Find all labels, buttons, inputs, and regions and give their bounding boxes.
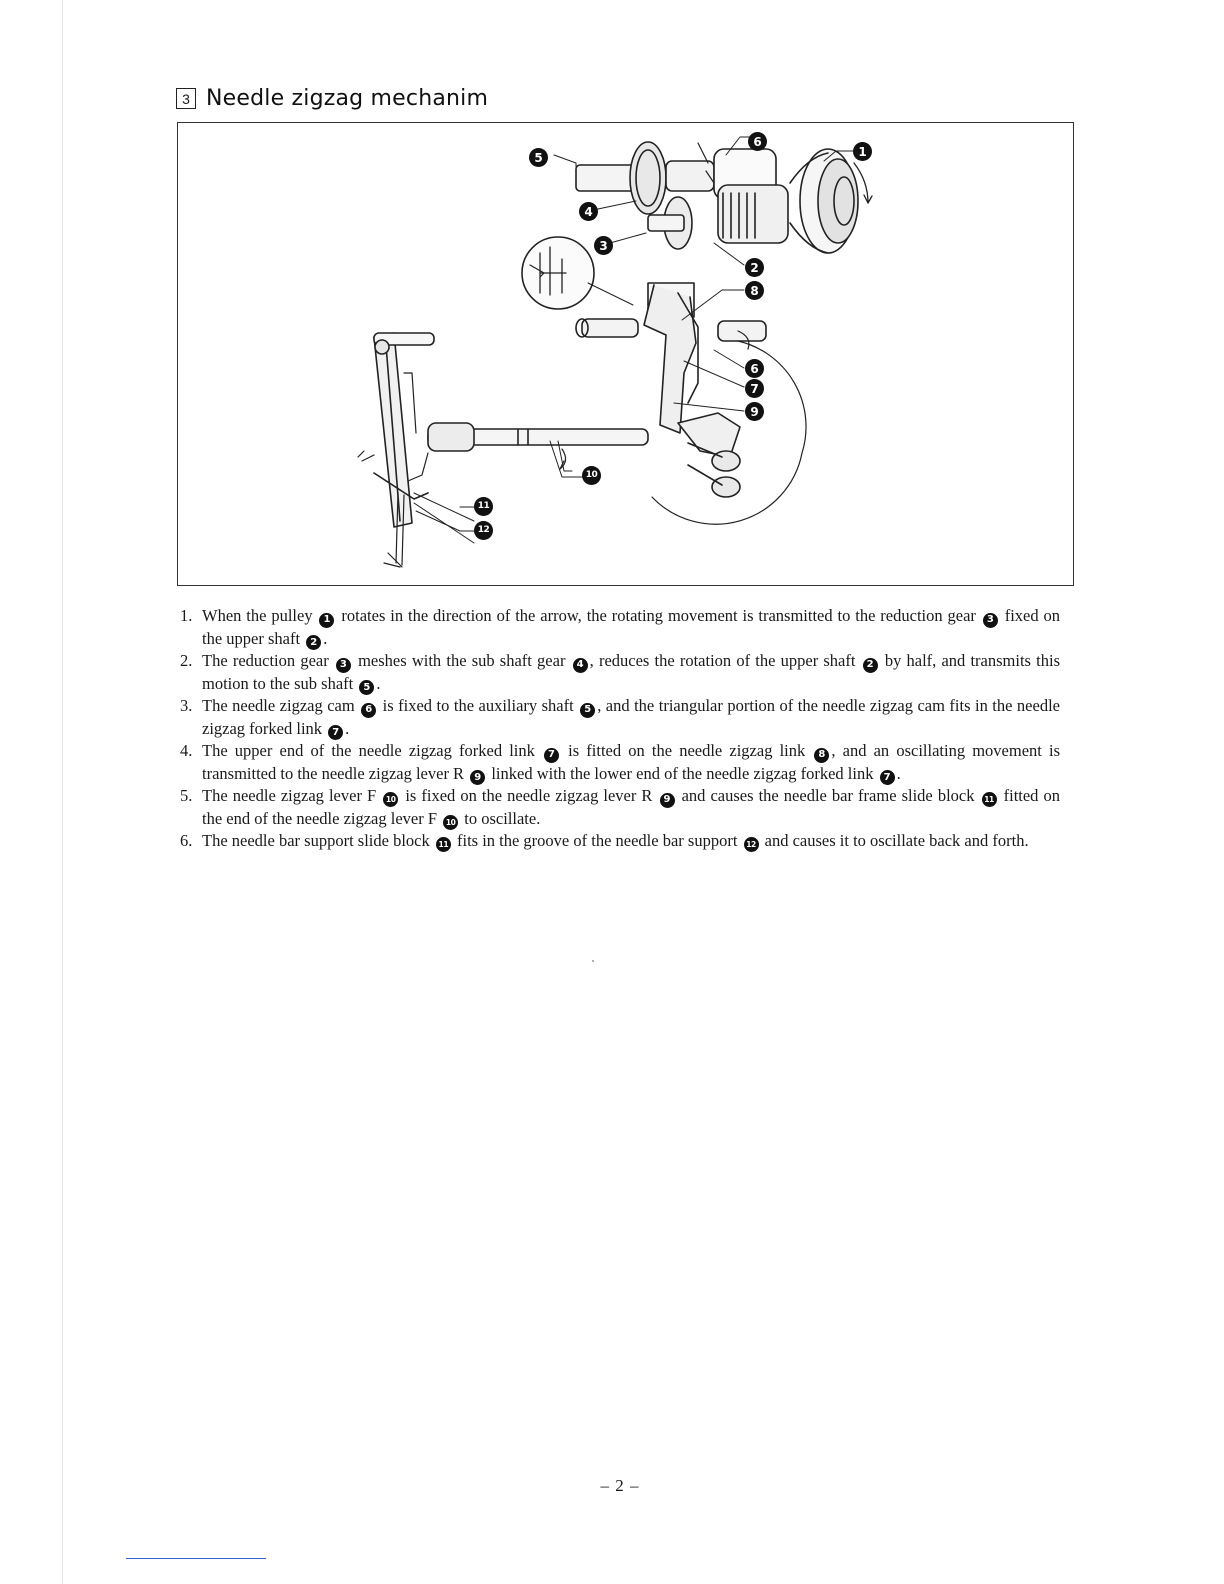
part-reference-badge: 2 — [863, 658, 878, 673]
step-text: is fitted on the needle zigzag link — [561, 741, 813, 760]
step-item — [180, 740, 1060, 785]
step-text: , and an oscillating movement is transmitted to the needle zigzag lever R — [202, 741, 1060, 783]
callout-zigzag-cam-detail: 6 — [745, 359, 764, 378]
callout-forked-link: 7 — [745, 379, 764, 398]
mechanism-illustration — [177, 122, 1074, 586]
part-reference-badge: 8 — [814, 748, 829, 763]
step-item — [180, 650, 1060, 695]
part-reference-badge: 11 — [982, 792, 997, 807]
step-text: . — [896, 763, 901, 783]
part-reference-badge: 2 — [306, 635, 321, 650]
step-text: to oscillate. — [460, 808, 541, 828]
page-title: Needle zigzag mechanim — [206, 86, 489, 111]
part-reference-badge: 7 — [880, 770, 895, 785]
step-text: , reduces the rotation of the upper shaft — [589, 651, 861, 670]
step-text: . — [323, 628, 328, 648]
step-text: meshes with the sub shaft gear — [352, 651, 571, 670]
step-number: 4. — [180, 741, 193, 760]
step-text: The reduction gear — [202, 651, 334, 670]
step-text: fixed on the upper shaft — [202, 606, 1061, 648]
step-text: The needle zigzag lever F — [202, 786, 382, 805]
callout-zigzag-cam: 6 — [748, 132, 767, 151]
step-text: . — [345, 718, 350, 738]
step-number: 5. — [180, 786, 193, 805]
scan-speck — [592, 960, 594, 962]
section-number: 3 — [176, 88, 196, 109]
step-text: . — [376, 673, 381, 693]
step-text: linked with the lower end of the needle zigzag forked link — [487, 763, 878, 783]
step-text: is fixed to the auxiliary shaft — [378, 696, 579, 715]
step-text: by half, and transmits this motion to the sub shaft — [202, 651, 1060, 693]
step-number: 3. — [180, 696, 193, 715]
callout-slide-block: 11 — [474, 497, 493, 516]
step-item — [180, 785, 1060, 830]
callout-reduction-gear: 3 — [594, 236, 613, 255]
footer-rule — [126, 1558, 266, 1559]
part-reference-badge: 9 — [470, 770, 485, 785]
callout-zigzag-lever-f: 10 — [582, 466, 601, 485]
part-reference-badge: 11 — [436, 837, 451, 852]
step-text: The needle zigzag cam — [202, 696, 360, 715]
step-item — [180, 605, 1060, 650]
step-text: and causes it to oscillate back and forth. — [760, 831, 1029, 850]
callout-pulley: 1 — [853, 142, 872, 161]
callout-needle-bar-support: 12 — [474, 521, 493, 540]
step-text: , and the triangular portion of the needle zigzag cam fits in the needle zigzag forked link — [202, 696, 1060, 738]
part-reference-badge: 12 — [744, 837, 759, 852]
step-text: When the pulley — [202, 606, 318, 625]
callout-zigzag-link: 8 — [745, 281, 764, 300]
section-heading — [176, 86, 488, 111]
callout-sub-shaft: 5 — [529, 148, 548, 167]
step-number: 6. — [180, 831, 193, 850]
part-reference-badge: 10 — [383, 792, 398, 807]
part-reference-badge: 4 — [573, 658, 588, 673]
mechanism-drawing — [178, 123, 1075, 587]
page-edge — [62, 0, 63, 1584]
step-item — [180, 695, 1060, 740]
callout-upper-shaft: 2 — [745, 258, 764, 277]
step-text: and causes the needle bar frame slide block — [676, 786, 980, 805]
part-reference-badge: 9 — [660, 793, 675, 808]
part-reference-badge: 7 — [328, 725, 343, 740]
step-text: is fixed on the needle zigzag lever R — [400, 786, 658, 805]
step-item — [180, 830, 1060, 853]
step-text: rotates in the direction of the arrow, the rotating movement is transmitted to the reduction gear — [336, 606, 981, 625]
part-reference-badge: 1 — [319, 613, 334, 628]
step-text: fits in the groove of the needle bar support — [452, 831, 742, 850]
part-reference-badge: 10 — [443, 815, 458, 830]
step-number: 2. — [180, 651, 193, 670]
step-text: fitted on the end of the needle zigzag lever F — [202, 786, 1060, 828]
part-reference-badge: 7 — [544, 748, 559, 763]
step-text: The needle bar support slide block — [202, 831, 434, 850]
step-number: 1. — [180, 606, 193, 625]
part-reference-badge: 6 — [361, 703, 376, 718]
procedure-steps — [180, 605, 1060, 853]
callout-zigzag-lever-r: 9 — [745, 402, 764, 421]
callout-sub-shaft-gear: 4 — [579, 202, 598, 221]
part-reference-badge: 3 — [336, 658, 351, 673]
part-reference-badge: 5 — [580, 703, 595, 718]
part-reference-badge: 3 — [983, 613, 998, 628]
part-reference-badge: 5 — [359, 680, 374, 695]
step-text: The upper end of the needle zigzag forked link — [202, 741, 543, 760]
page-number: – 2 – — [600, 1476, 640, 1495]
